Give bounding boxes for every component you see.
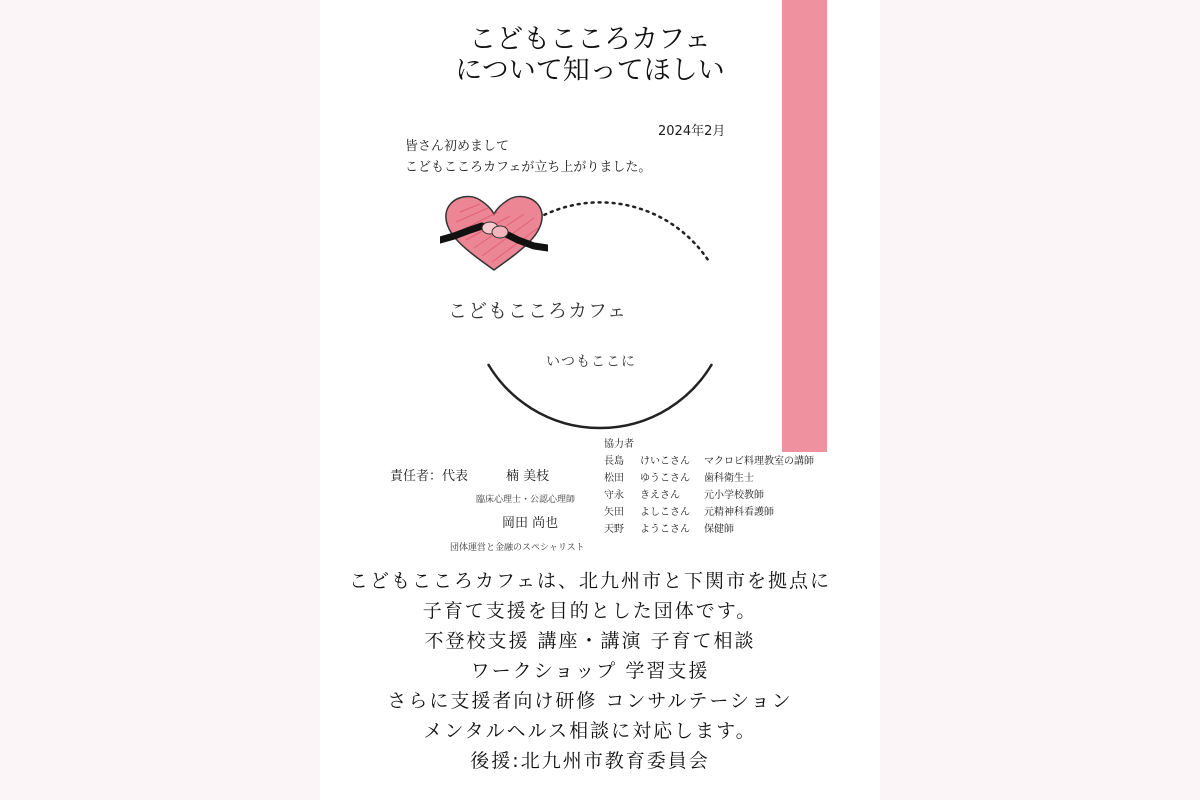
coop-kana: ようこさん bbox=[640, 524, 690, 535]
coop-name: 松田 bbox=[604, 473, 624, 484]
greeting-line-2: こどもこころカフェが立ち上がりました。 bbox=[405, 160, 652, 175]
flyer-title bbox=[320, 24, 860, 86]
description-line: さらに支援者向け研修 コンサルテーション bbox=[387, 690, 793, 712]
cooperators-heading: 協力者 bbox=[604, 439, 634, 450]
responsible-title: 臨床心理士・公認心理師 bbox=[476, 495, 576, 505]
coop-kana: ゆうこさん bbox=[640, 473, 690, 484]
description-line: 子育て支援を目的とした団体です。 bbox=[422, 600, 758, 622]
responsible-name: 楠 美枝 bbox=[506, 469, 550, 484]
title-line-2: について知ってほしい bbox=[455, 55, 725, 86]
logo-name: こどもこころカフェ bbox=[448, 300, 628, 322]
list-item bbox=[604, 470, 814, 487]
description-line: メンタルヘルス相談に対応します。 bbox=[423, 720, 757, 742]
cafe-logo bbox=[440, 190, 760, 450]
coop-kana: よしこさん bbox=[640, 507, 690, 518]
coop-kana: きえさん bbox=[640, 490, 680, 501]
greeting-line-1: 皆さん初めまして bbox=[405, 139, 510, 154]
description-line: こどもこころカフェは、北九州市と下関市を拠点に bbox=[348, 570, 832, 592]
description-line: ワークショップ 学習支援 bbox=[470, 660, 710, 682]
list-item bbox=[604, 521, 814, 538]
greeting bbox=[405, 136, 651, 178]
coop-name: 長島 bbox=[604, 456, 624, 467]
list-item bbox=[604, 453, 814, 470]
responsible-label: 責任者：代表 bbox=[390, 469, 469, 484]
description bbox=[320, 566, 860, 776]
list-item bbox=[604, 504, 814, 521]
coop-name: 矢田 bbox=[604, 507, 624, 518]
coop-name: 天野 bbox=[604, 524, 624, 535]
coop-kana: けいこさん bbox=[640, 456, 690, 467]
sponsor-line: 後援:北九州市教育委員会 bbox=[470, 750, 710, 772]
cooperators-list bbox=[604, 436, 814, 538]
title-line-1: こどもこころカフェ bbox=[469, 24, 711, 55]
logo-tagline: いつもここに bbox=[546, 354, 636, 370]
coop-role: 歯科衛生士 bbox=[704, 473, 754, 484]
second-staff-name: 岡田 尚也 bbox=[502, 516, 559, 531]
coop-role: マクロビ料理教室の講師 bbox=[704, 456, 814, 467]
coop-name: 守永 bbox=[604, 490, 624, 501]
second-staff-title: 団体運営と金融のスペシャリスト bbox=[450, 543, 585, 553]
list-item bbox=[604, 487, 814, 504]
flyer-page bbox=[320, 0, 880, 800]
heart-hands-icon bbox=[440, 190, 548, 274]
coop-role: 元小学校教師 bbox=[704, 490, 764, 501]
coop-role: 保健師 bbox=[704, 524, 734, 535]
date-label: 2024年2月 bbox=[658, 124, 726, 139]
description-line: 不登校支援 講座・講演 子育て相談 bbox=[424, 630, 756, 652]
coop-role: 元精神科看護師 bbox=[704, 507, 774, 518]
